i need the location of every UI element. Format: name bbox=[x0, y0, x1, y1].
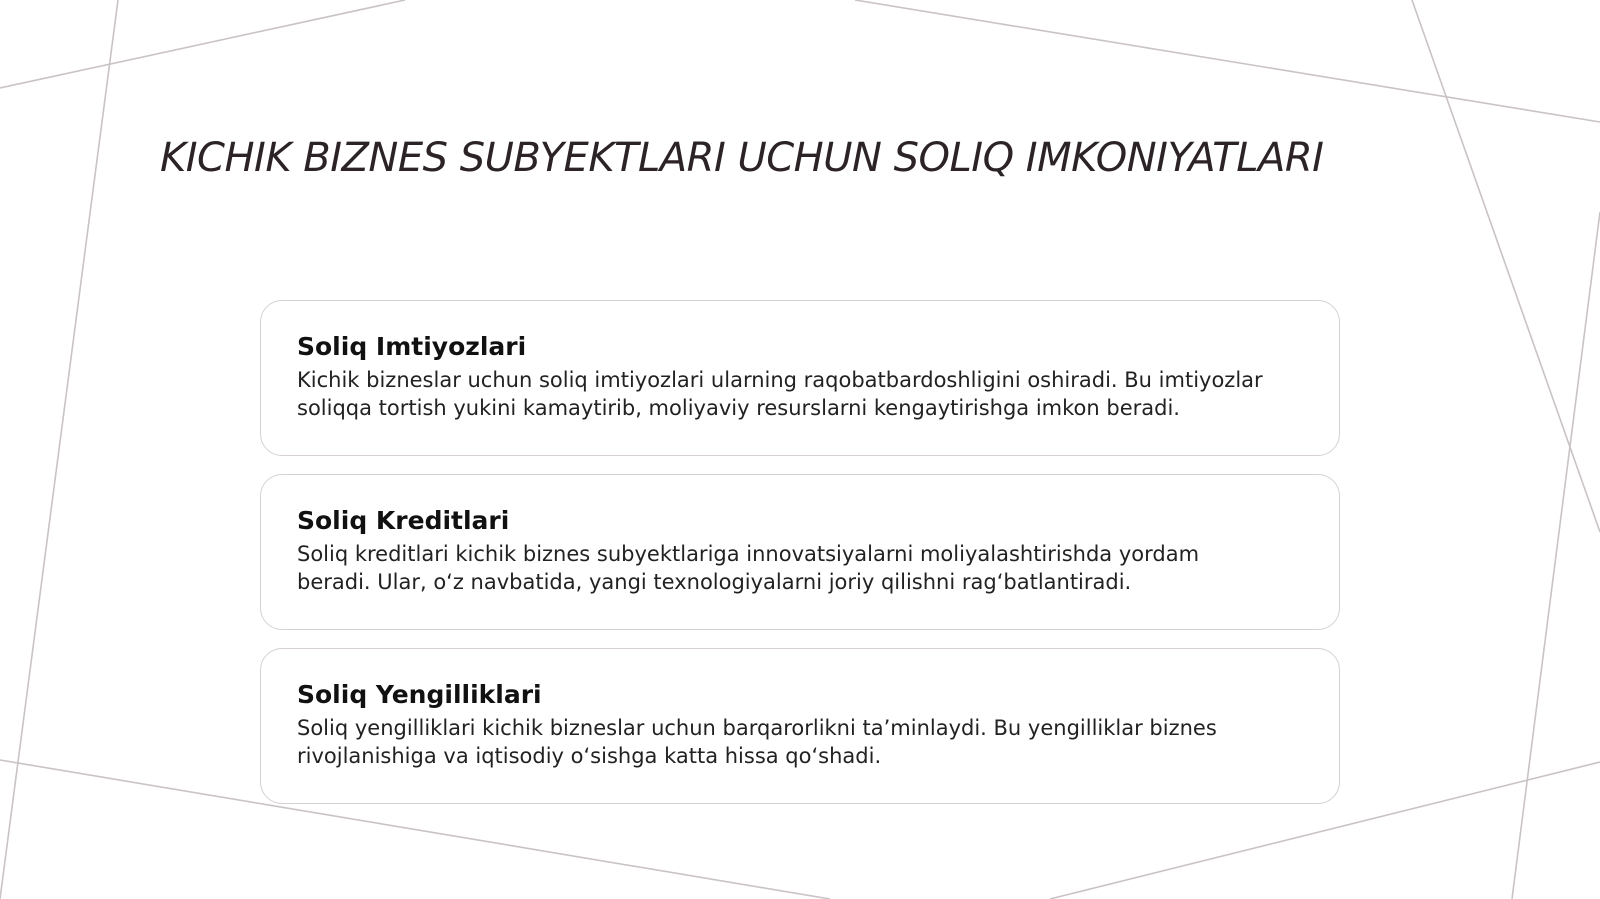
card-title: Soliq Kreditlari bbox=[297, 506, 510, 535]
card-soliq-imtiyozlari bbox=[260, 300, 1340, 456]
card-text: Soliq yengilliklari kichik bizneslar uchun barqarorlikni ta’minlaydi. Bu yengilliklar biznes rivojlanishiga va iqtisodiy o‘sishga katta hissa qo‘shadi. bbox=[297, 716, 1217, 768]
slide-title: KICHIK BIZNES SUBYEKTLARI UCHUN SOLIQ IMKONIYATLARI bbox=[160, 135, 1324, 181]
card-title: Soliq Imtiyozlari bbox=[297, 332, 527, 361]
decor-line bbox=[1512, 212, 1600, 899]
cards-list bbox=[260, 300, 1340, 822]
card-text: Kichik bizneslar uchun soliq imtiyozlari ularning raqobatbardoshligini oshiradi. Bu imtiyozlar soliqqa tortish yukini kamaytirib, moliyaviy resurslarni kengaytirishga imkon beradi. bbox=[297, 368, 1263, 420]
decor-line bbox=[0, 0, 118, 899]
card-soliq-yengilliklari bbox=[260, 648, 1340, 804]
decor-line bbox=[0, 0, 405, 88]
card-soliq-kreditlari bbox=[260, 474, 1340, 630]
card-title: Soliq Yengilliklari bbox=[297, 680, 542, 709]
card-text: Soliq kreditlari kichik biznes subyektlariga innovatsiyalarni moliyalashtirishda yordam beradi. Ular, o‘z navbatida, yangi texnologiyalarni joriy qilishni rag‘batlantiradi. bbox=[297, 542, 1200, 594]
decor-line bbox=[855, 0, 1600, 122]
decor-line bbox=[1412, 0, 1600, 532]
